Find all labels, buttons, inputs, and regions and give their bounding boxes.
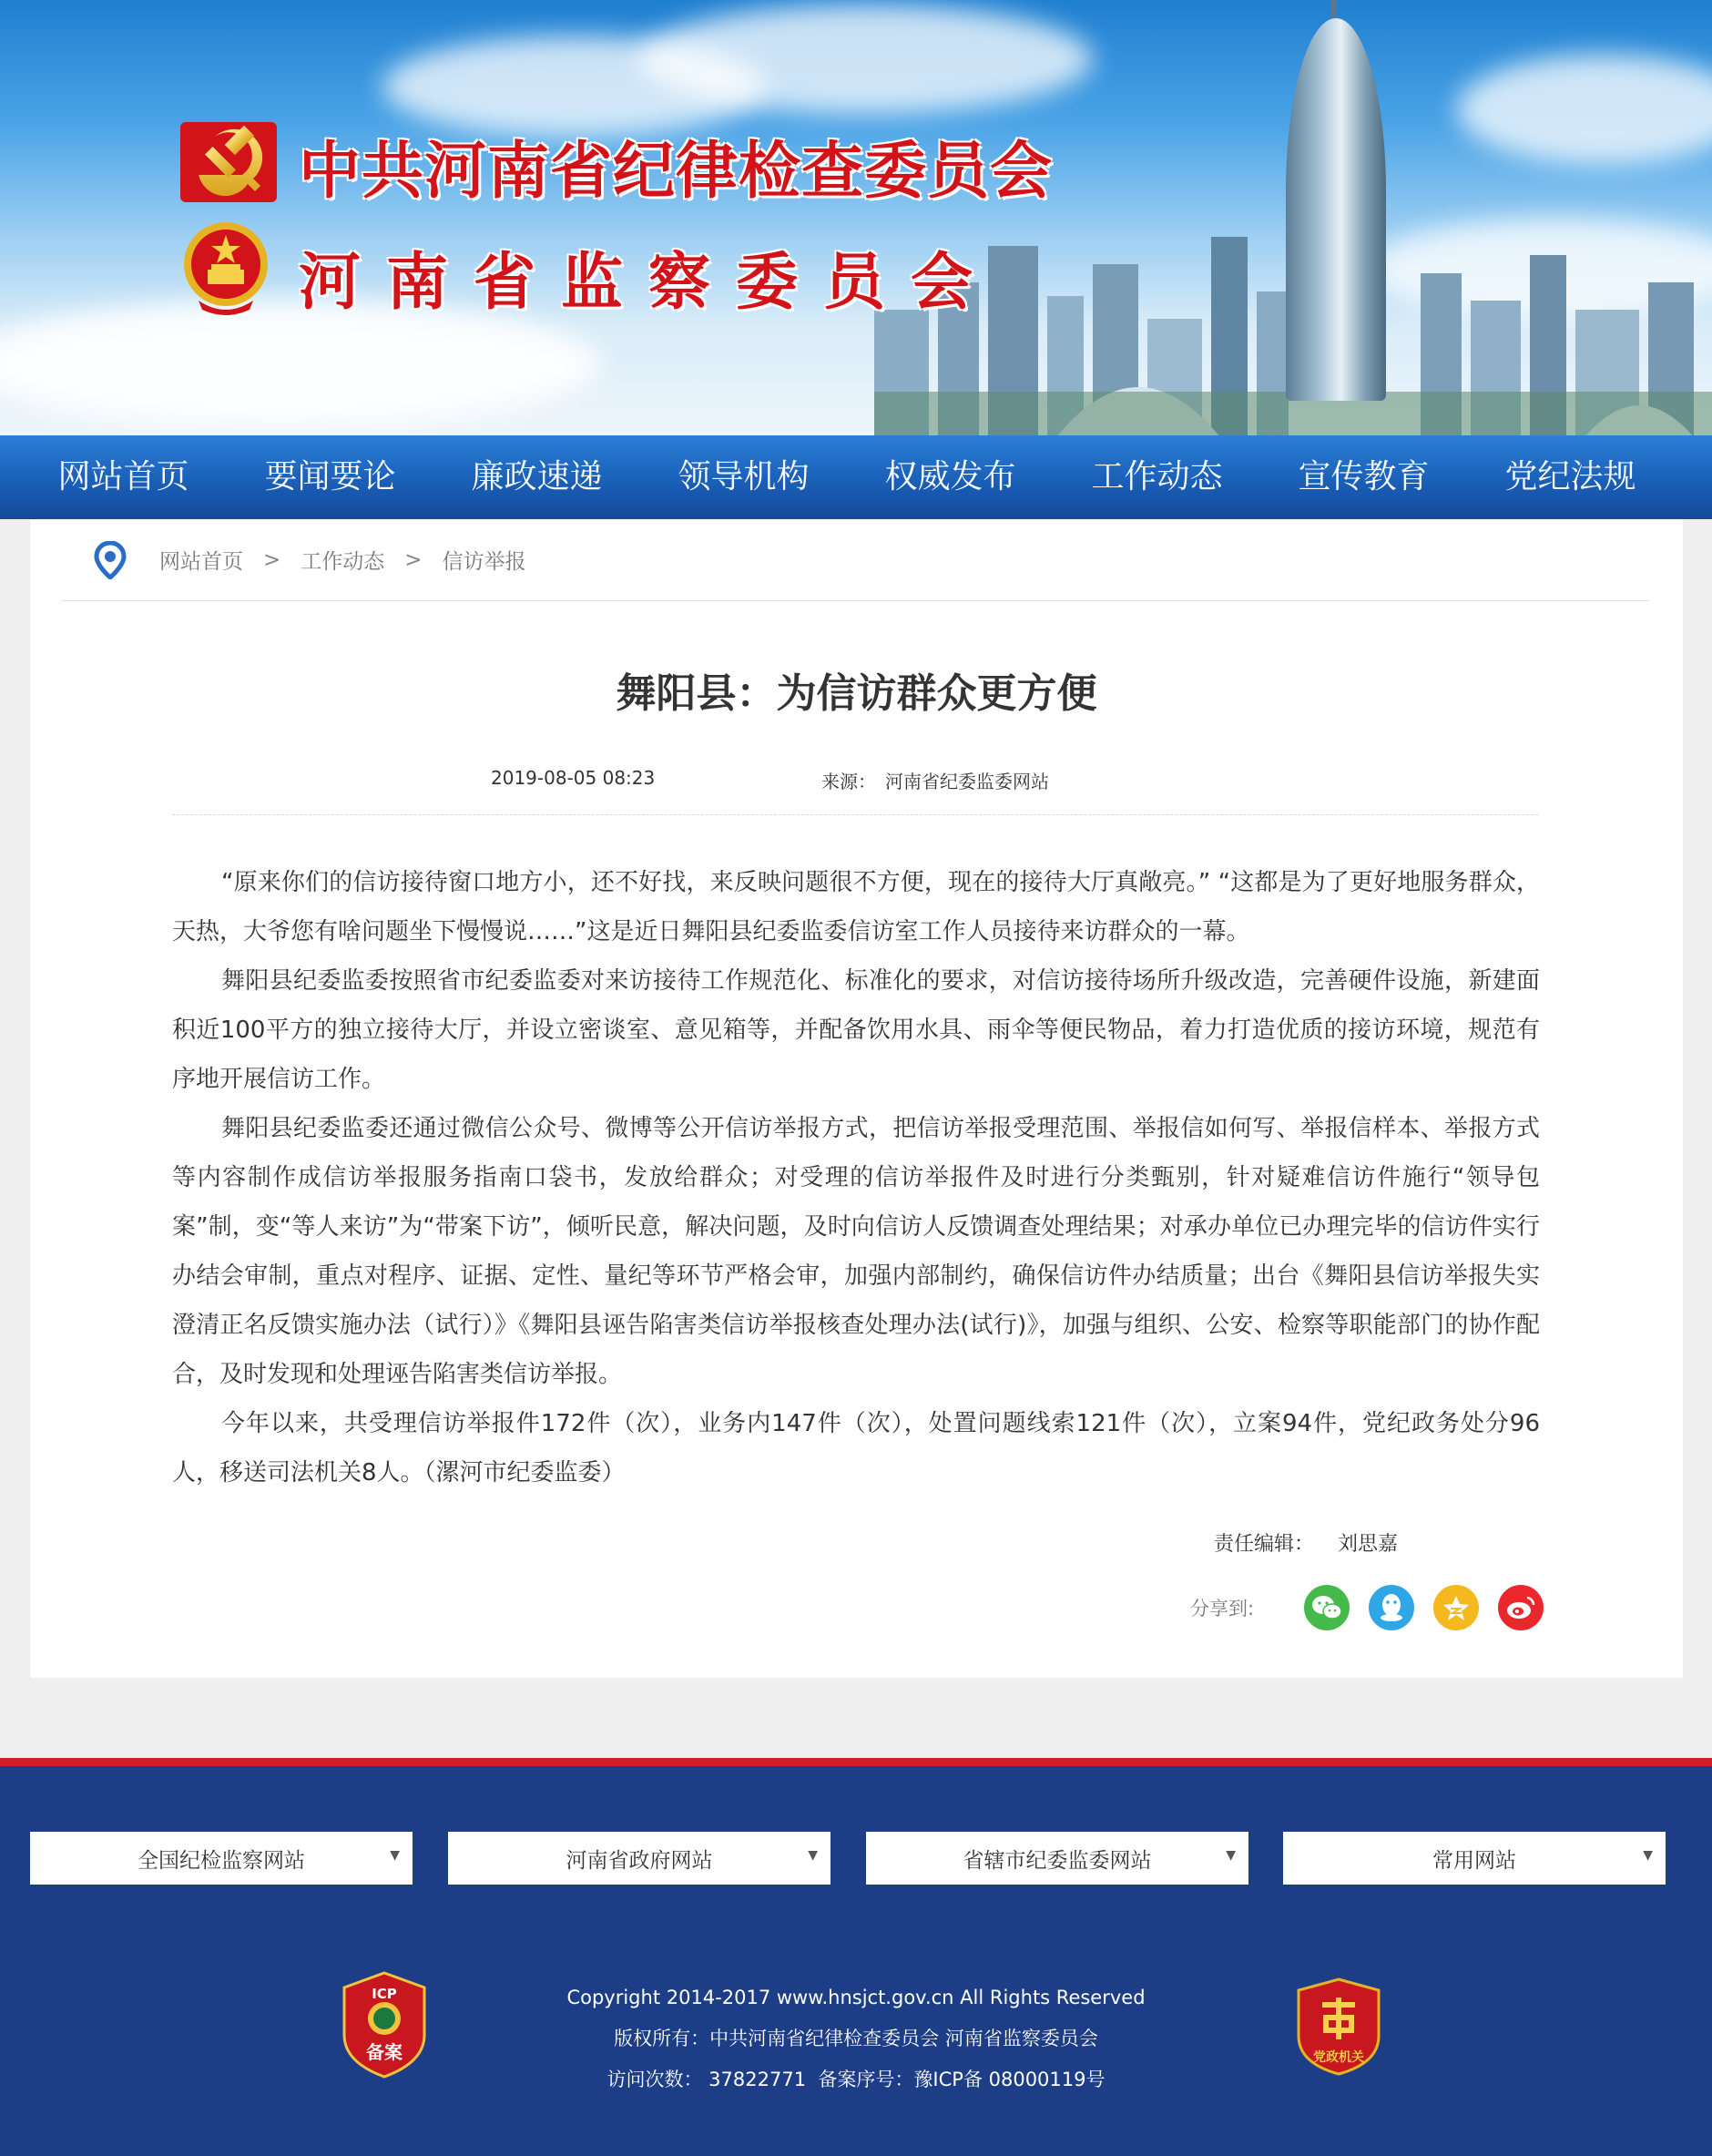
article-paragraph: 今年以来，共受理信访举报件172件（次），业务内147件（次），处置问题线索121件（次），立案94件，党纪政务处分96人，移送司法机关8人。（漯河市纪委监委） (172, 1410, 1540, 1487)
article-paragraph: “原来你们的信访接待窗口地方小，还不好找，来反映问题很不方便，现在的接待大厅真敞亮。” “这都是为了更好地服务群众，天热，大爷您有啥问题坐下慢慢说……”这是近日舞阳县纪委监委信访室工作人员接待来访群众的一幕。 (172, 869, 1540, 945)
select-value: 省辖市纪委监委网站 (963, 1848, 1152, 1873)
breadcrumb (61, 519, 1649, 601)
wechat-icon[interactable] (1304, 1585, 1350, 1630)
footer (0, 1766, 1712, 2156)
breadcrumb-separator: > (263, 547, 281, 572)
share-bar (1190, 1585, 1544, 1630)
national-emblem-icon (180, 219, 271, 319)
cloud-decoration (1457, 55, 1712, 164)
breadcrumb-petition-link[interactable]: 信访举报 (442, 550, 526, 574)
footer-stats (0, 2059, 1712, 2100)
breadcrumb-separator: > (404, 547, 423, 572)
select-common-sites[interactable] (1283, 1832, 1666, 1885)
editor-name: 刘思嘉 (1338, 1533, 1399, 1556)
qzone-icon[interactable] (1433, 1585, 1479, 1630)
nav-item-releases[interactable]: 权威发布 (884, 458, 1016, 496)
article-source (821, 767, 1049, 793)
footer-copyright: Copyright 2014-2017 www.hnsjct.gov.cn All Rights Reserved (566, 1987, 1146, 2008)
nav-item-news[interactable]: 要闻要论 (264, 458, 396, 496)
article-body (172, 858, 1540, 1497)
nav-item-express[interactable]: 廉政速递 (471, 458, 603, 496)
source-value: 河南省纪委监委网站 (885, 771, 1049, 792)
icp-number[interactable]: 豫ICP备 08000119号 (913, 2069, 1106, 2090)
dropdown-arrow-icon: ▼ (390, 1848, 400, 1863)
nav-item-regulations[interactable]: 党纪法规 (1504, 458, 1636, 496)
nav-item-work[interactable]: 工作动态 (1091, 458, 1223, 496)
icp-badge-top: ICP (372, 1986, 397, 2002)
nav-item-leadership[interactable]: 领导机构 (678, 458, 810, 496)
breadcrumb-work-link[interactable]: 工作动态 (301, 550, 385, 574)
weibo-icon[interactable] (1498, 1585, 1544, 1630)
share-label: 分享到: (1190, 1598, 1255, 1620)
article-paragraph: 舞阳县纪委监委还通过微信公众号、微博等公开信访举报方式，把信访举报受理范围、举报信如何写、举报信样本、举报方式等内容制作成信访举报服务指南口袋书，发放给群众；对受理的信访举报件及时进行分类甄别，针对疑难信访件施行“领导包案”制，变“等人来访”为“带案下访”，倾听民意，解决问题，及时向信访人反馈调查处理结果；对承办单位已办理完毕的信访件实行办结会审制，重点对程序、证据、定性、量纪等环节严格会审，加强内部制约，确保信访件办结质量；出台《舞阳县信访举报失实澄清正名反馈实施办法（试行）》《舞阳县诬告陷害类信访举报核查处理办法(试行)》，加强与组织、公安、检察等职能部门的协作配合，及时发现和处理诬告陷害类信访举报。 (172, 1115, 1540, 1388)
article-title: 舞阳县：为信访群众更方便 (616, 670, 1097, 717)
qq-icon[interactable] (1369, 1585, 1414, 1630)
party-emblem-icon (178, 120, 279, 204)
select-value: 全国纪检监察网站 (138, 1848, 305, 1873)
party-badge-text: 党政机关 (1313, 2050, 1364, 2065)
divider (172, 814, 1538, 815)
main-nav (0, 435, 1712, 519)
article-date: 2019-08-05 08:23 (491, 767, 656, 789)
select-value: 常用网站 (1432, 1848, 1516, 1873)
nav-item-home[interactable]: 网站首页 (57, 458, 189, 496)
site-title: 中共河南省纪律检查委员会 (299, 136, 1054, 208)
select-value: 河南省政府网站 (566, 1848, 713, 1873)
tower-building (1286, 18, 1386, 401)
party-gov-agency-badge-icon[interactable] (1293, 1977, 1384, 2076)
visits-label: 访问次数： (606, 2069, 703, 2090)
footer-info (0, 1977, 1712, 2100)
nav-item-education[interactable]: 宣传教育 (1298, 458, 1430, 496)
dropdown-arrow-icon: ▼ (1226, 1848, 1236, 1863)
dropdown-arrow-icon: ▼ (1643, 1848, 1653, 1863)
breadcrumb-home-link[interactable]: 网站首页 (159, 550, 243, 574)
article-paragraph: 舞阳县纪委监委按照省市纪委监委对来访接待工作规范化、标准化的要求，对信访接待场所升级改造，完善硬件设施，新建面积近100平方的独立接待大厅，并设立密谈室、意见箱等，并配备饮用水具、雨伞等便民物品，着力打造优质的接访环境，规范有序地开展信访工作。 (172, 967, 1540, 1093)
select-province-gov-sites[interactable] (448, 1832, 831, 1885)
select-city-sites[interactable] (866, 1832, 1248, 1885)
visits-count: 37822771 (708, 2069, 807, 2090)
icp-badge-bottom: 备案 (366, 2041, 403, 2063)
cloud-decoration (637, 5, 1093, 114)
header-banner (0, 0, 1712, 435)
dropdown-arrow-icon: ▼ (808, 1848, 818, 1863)
article-card (30, 519, 1683, 1678)
site-subtitle: 河南省监察委员会 (299, 247, 999, 319)
article-editor (1214, 1528, 1398, 1557)
editor-label: 责任编辑： (1214, 1533, 1315, 1556)
footer-red-stripe (0, 1758, 1712, 1766)
source-label: 来源： (821, 771, 876, 792)
icp-label: 备案序号： (818, 2069, 914, 2090)
footer-owner: 版权所有：中共河南省纪律检查委员会 河南省监察委员会 (614, 2028, 1098, 2049)
select-national-sites[interactable] (30, 1832, 413, 1885)
location-pin-icon (94, 541, 127, 579)
